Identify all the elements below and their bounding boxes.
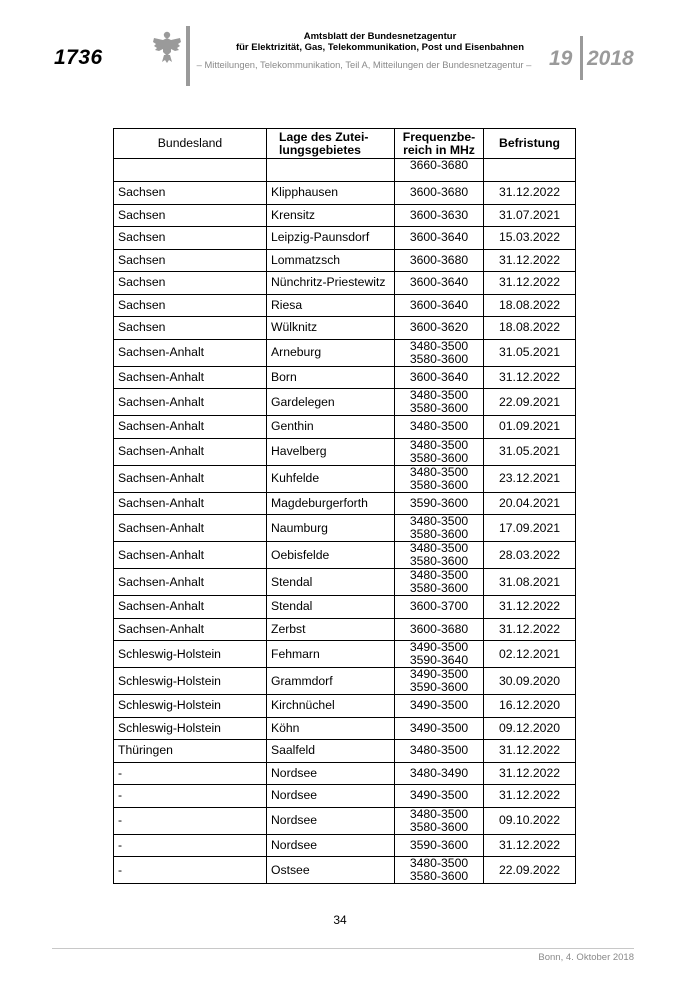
cell-befristung: 02.12.2021 <box>484 641 576 668</box>
cell-lage: Nordsee <box>267 762 395 785</box>
frequency-range: 3490-3500 <box>409 788 469 803</box>
table-row <box>114 159 576 182</box>
cell-bundesland: Sachsen-Anhalt <box>114 492 267 515</box>
table-row <box>114 294 576 317</box>
cell-bundesland: Sachsen <box>114 317 267 340</box>
cell-lage: Köhn <box>267 717 395 740</box>
cell-befristung: 31.07.2021 <box>484 204 576 227</box>
frequency-range: 3600-3640 <box>409 369 469 384</box>
cell-lage: Krensitz <box>267 204 395 227</box>
frequency-range: 3490-3500 <box>409 698 469 713</box>
frequency-range: 3580-3600 <box>409 450 469 465</box>
cell-befristung: 31.05.2021 <box>484 339 576 366</box>
table-row <box>114 389 576 416</box>
cell-befristung: 31.08.2021 <box>484 569 576 596</box>
cell-frequenz <box>395 668 484 695</box>
cell-bundesland: Sachsen-Anhalt <box>114 416 267 439</box>
frequency-range: 3600-3680 <box>409 252 469 267</box>
table-row <box>114 618 576 641</box>
cell-bundesland: Sachsen-Anhalt <box>114 339 267 366</box>
frequency-range: 3480-3500 <box>409 465 469 479</box>
header-divider <box>186 26 190 86</box>
header-bundesland: Bundesland <box>114 129 267 159</box>
cell-befristung: 31.12.2022 <box>484 834 576 857</box>
frequency-range: 3480-3500 <box>409 514 469 528</box>
cell-frequenz <box>395 492 484 515</box>
table-row <box>114 227 576 250</box>
cell-frequenz <box>395 785 484 808</box>
frequency-range: 3590-3640 <box>409 653 469 667</box>
cell-lage: Havelberg <box>267 438 395 465</box>
cell-bundesland: Schleswig-Holstein <box>114 695 267 718</box>
cell-lage: Stendal <box>267 569 395 596</box>
cell-bundesland: Sachsen-Anhalt <box>114 465 267 492</box>
cell-frequenz <box>395 717 484 740</box>
frequency-range: 3480-3500 <box>409 541 469 555</box>
frequency-range: 3480-3500 <box>409 807 469 821</box>
table-row <box>114 857 576 884</box>
cell-befristung: 22.09.2022 <box>484 857 576 884</box>
table-row <box>114 339 576 366</box>
table-row <box>114 492 576 515</box>
cell-bundesland: Sachsen-Anhalt <box>114 542 267 569</box>
frequency-range: 3580-3600 <box>409 819 469 834</box>
footer-rule <box>52 948 634 949</box>
frequency-range: 3480-3500 <box>409 743 469 758</box>
table-row <box>114 834 576 857</box>
cell-frequenz <box>395 272 484 295</box>
table-row <box>114 438 576 465</box>
frequency-range: 3480-3500 <box>409 419 469 434</box>
cell-lage: Nordsee <box>267 807 395 834</box>
cell-befristung: 31.12.2022 <box>484 249 576 272</box>
cell-bundesland: Sachsen <box>114 227 267 250</box>
cell-lage: Gardelegen <box>267 389 395 416</box>
cell-befristung: 31.12.2022 <box>484 272 576 295</box>
footer-date: Bonn, 4. Oktober 2018 <box>538 952 634 963</box>
cell-lage: Zerbst <box>267 618 395 641</box>
federal-eagle-icon <box>152 30 182 64</box>
cell-frequenz <box>395 762 484 785</box>
cell-bundesland: Schleswig-Holstein <box>114 717 267 740</box>
frequency-range: 3480-3500 <box>409 388 469 402</box>
table-row <box>114 515 576 542</box>
cell-frequenz <box>395 857 484 884</box>
cell-bundesland: Sachsen-Anhalt <box>114 596 267 619</box>
cell-bundesland: Sachsen-Anhalt <box>114 515 267 542</box>
issue-year: 2018 <box>587 47 634 70</box>
frequency-range: 3580-3600 <box>409 527 469 541</box>
cell-lage: Grammdorf <box>267 668 395 695</box>
cell-bundesland: Sachsen-Anhalt <box>114 366 267 389</box>
cell-befristung: 28.03.2022 <box>484 542 576 569</box>
cell-lage: Saalfeld <box>267 740 395 763</box>
cell-lage <box>267 159 395 182</box>
frequency-table <box>113 128 576 884</box>
cell-lage: Naumburg <box>267 515 395 542</box>
frequency-range: 3490-3500 <box>409 720 469 735</box>
header-title-line2: für Elektrizität, Gas, Telekommunikation, Post und Eisenbahnen <box>235 42 525 53</box>
cell-frequenz <box>395 740 484 763</box>
table-row <box>114 542 576 569</box>
cell-frequenz <box>395 834 484 857</box>
table-row <box>114 641 576 668</box>
table-row <box>114 317 576 340</box>
cell-befristung: 09.12.2020 <box>484 717 576 740</box>
table-row <box>114 249 576 272</box>
cell-bundesland: - <box>114 785 267 808</box>
frequency-range: 3480-3490 <box>409 765 469 780</box>
page-number: 1736 <box>54 46 103 69</box>
table-row <box>114 596 576 619</box>
frequency-range: 3580-3600 <box>409 554 469 568</box>
cell-befristung: 15.03.2022 <box>484 227 576 250</box>
cell-bundesland: - <box>114 857 267 884</box>
cell-frequenz <box>395 438 484 465</box>
cell-bundesland: Sachsen <box>114 249 267 272</box>
cell-befristung: 17.09.2021 <box>484 515 576 542</box>
cell-lage: Nordsee <box>267 834 395 857</box>
cell-frequenz <box>395 641 484 668</box>
frequency-range: 3580-3600 <box>409 581 469 595</box>
frequency-range: 3580-3600 <box>409 401 469 415</box>
frequency-range: 3600-3640 <box>409 297 469 312</box>
table-row <box>114 717 576 740</box>
cell-frequenz <box>395 339 484 366</box>
cell-lage: Kirchnüchel <box>267 695 395 718</box>
cell-befristung <box>484 159 576 182</box>
frequency-range: 3600-3680 <box>409 621 469 636</box>
cell-bundesland: - <box>114 834 267 857</box>
cell-frequenz <box>395 618 484 641</box>
frequency-range: 3660-3680 <box>409 158 469 172</box>
cell-befristung: 18.08.2022 <box>484 317 576 340</box>
cell-frequenz <box>395 366 484 389</box>
frequency-range: 3480-3500 <box>409 339 469 353</box>
cell-bundesland: Schleswig-Holstein <box>114 641 267 668</box>
cell-befristung: 31.12.2022 <box>484 740 576 763</box>
table-row <box>114 668 576 695</box>
cell-bundesland: Sachsen-Anhalt <box>114 438 267 465</box>
cell-frequenz <box>395 317 484 340</box>
header-title-line1: Amtsblatt der Bundesnetzagentur <box>303 31 457 42</box>
frequency-range: 3490-3500 <box>409 640 469 654</box>
frequency-range: 3590-3600 <box>409 837 469 852</box>
cell-frequenz <box>395 204 484 227</box>
header-frequenz: Frequenzbe- reich in MHz <box>395 129 484 159</box>
cell-lage: Klipphausen <box>267 182 395 205</box>
cell-lage: Arneburg <box>267 339 395 366</box>
cell-frequenz <box>395 389 484 416</box>
table-row <box>114 695 576 718</box>
cell-lage: Leipzig-Paunsdorf <box>267 227 395 250</box>
table-header-row <box>114 129 576 159</box>
cell-frequenz <box>395 807 484 834</box>
frequency-range: 3600-3700 <box>409 599 469 614</box>
cell-frequenz <box>395 227 484 250</box>
table-row <box>114 740 576 763</box>
cell-befristung: 31.12.2022 <box>484 366 576 389</box>
cell-bundesland: Sachsen <box>114 294 267 317</box>
cell-frequenz <box>395 249 484 272</box>
cell-befristung: 01.09.2021 <box>484 416 576 439</box>
header-subtitle: – Mitteilungen, Telekommunikation, Teil A, Mitteilungen der Bundesnetzagentur – <box>196 59 532 70</box>
frequency-range: 3480-3500 <box>409 568 469 582</box>
cell-bundesland: Sachsen-Anhalt <box>114 569 267 596</box>
issue-number: 19 <box>549 47 573 70</box>
cell-befristung: 22.09.2021 <box>484 389 576 416</box>
cell-frequenz <box>395 465 484 492</box>
cell-lage: Riesa <box>267 294 395 317</box>
header-lage: Lage des Zutei- lungsgebietes <box>267 129 395 159</box>
table-row <box>114 204 576 227</box>
cell-lage: Stendal <box>267 596 395 619</box>
cell-befristung: 31.12.2022 <box>484 182 576 205</box>
table-row <box>114 465 576 492</box>
cell-bundesland: Sachsen <box>114 182 267 205</box>
cell-bundesland: Schleswig-Holstein <box>114 668 267 695</box>
cell-frequenz <box>395 159 484 182</box>
cell-frequenz <box>395 416 484 439</box>
cell-lage: Magdeburgerforth <box>267 492 395 515</box>
cell-frequenz <box>395 294 484 317</box>
table-row <box>114 182 576 205</box>
cell-frequenz <box>395 542 484 569</box>
frequency-range: 3600-3640 <box>409 275 469 290</box>
cell-befristung: 30.09.2020 <box>484 668 576 695</box>
cell-befristung: 23.12.2021 <box>484 465 576 492</box>
cell-lage: Born <box>267 366 395 389</box>
table-row <box>114 569 576 596</box>
cell-bundesland: Sachsen-Anhalt <box>114 389 267 416</box>
cell-frequenz <box>395 182 484 205</box>
cell-lage: Kuhfelde <box>267 465 395 492</box>
cell-lage: Genthin <box>267 416 395 439</box>
table-row <box>114 272 576 295</box>
cell-lage: Oebisfelde <box>267 542 395 569</box>
cell-befristung: 20.04.2021 <box>484 492 576 515</box>
table-row <box>114 416 576 439</box>
cell-befristung: 16.12.2020 <box>484 695 576 718</box>
table-row <box>114 785 576 808</box>
issue-divider <box>580 36 583 80</box>
frequency-range: 3580-3600 <box>409 869 469 883</box>
frequency-range: 3590-3600 <box>409 680 469 694</box>
cell-frequenz <box>395 596 484 619</box>
cell-frequenz <box>395 569 484 596</box>
cell-lage: Fehmarn <box>267 641 395 668</box>
cell-befristung: 09.10.2022 <box>484 807 576 834</box>
cell-lage: Lommatzsch <box>267 249 395 272</box>
table-row <box>114 807 576 834</box>
cell-frequenz <box>395 515 484 542</box>
cell-frequenz <box>395 695 484 718</box>
cell-befristung: 18.08.2022 <box>484 294 576 317</box>
frequency-range: 3600-3640 <box>409 230 469 245</box>
frequency-range: 3480-3500 <box>409 856 469 870</box>
cell-befristung: 31.12.2022 <box>484 596 576 619</box>
cell-bundesland: Thüringen <box>114 740 267 763</box>
cell-bundesland: Sachsen-Anhalt <box>114 618 267 641</box>
cell-befristung: 31.05.2021 <box>484 438 576 465</box>
frequency-range: 3600-3620 <box>409 320 469 335</box>
cell-lage: Nünchritz-Priestewitz <box>267 272 395 295</box>
frequency-range: 3480-3500 <box>409 438 469 452</box>
cell-lage: Nordsee <box>267 785 395 808</box>
cell-befristung: 31.12.2022 <box>484 762 576 785</box>
cell-befristung: 31.12.2022 <box>484 618 576 641</box>
frequency-range: 3590-3600 <box>409 495 469 510</box>
table-row <box>114 366 576 389</box>
frequency-range: 3600-3680 <box>409 185 469 200</box>
cell-bundesland: - <box>114 762 267 785</box>
cell-bundesland <box>114 159 267 182</box>
header-befristung: Befristung <box>484 129 576 159</box>
cell-lage: Wülknitz <box>267 317 395 340</box>
cell-bundesland: Sachsen <box>114 272 267 295</box>
footer-page-index: 34 <box>333 913 347 927</box>
table-row <box>114 762 576 785</box>
cell-bundesland: Sachsen <box>114 204 267 227</box>
cell-befristung: 31.12.2022 <box>484 785 576 808</box>
cell-bundesland: - <box>114 807 267 834</box>
frequency-range: 3580-3600 <box>409 477 469 492</box>
frequency-range: 3580-3600 <box>409 351 469 366</box>
cell-lage: Ostsee <box>267 857 395 884</box>
frequency-range: 3490-3500 <box>409 667 469 681</box>
frequency-range: 3600-3630 <box>409 207 469 222</box>
